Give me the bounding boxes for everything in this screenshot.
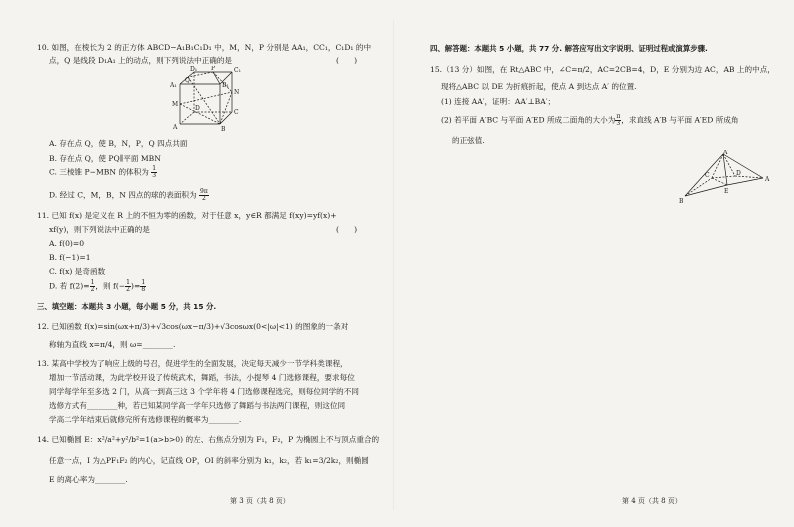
q11-option-b: B. f(−1)=1 (49, 253, 91, 262)
label-P: P (211, 66, 216, 72)
q10-answer-paren: ( ) (336, 56, 358, 65)
q12-line1: 12. 已知函数 f(x)=sin(ωx+π/3)+√3cos(ωx−π/3)+√3cosωx(0<|ω|<1) 的图象的一条对 (37, 322, 349, 331)
q13-line4: 选修方式有________种，若已知某同学高一学年只选修了舞蹈与书法两门课程，则这位同 (49, 401, 346, 410)
q10-option-c: C. 三棱锥 P−MBN 的体积为 $\frac{1}{3}$ (49, 165, 157, 179)
fraction: $\frac{1}{2}$ (90, 279, 95, 293)
q14-line2: 任意一点，I 为△PF₁F₂ 的内心，记直线 OP，OI 的斜率分别为 k₁，k₂，若 k₁=3/2k₂，则椭圆 (49, 456, 369, 465)
q12-line2: 称轴为直线 x=π/4，则 ω=________. (49, 340, 176, 349)
q15-line4: (2) 若平面 A′BC 与平面 A′ED 所成二面角的大小为 $\frac{\pi}{3}$ ，求直线 A′B 与平面 A′ED 所成角 (441, 113, 739, 127)
q10-cube-figure (168, 66, 250, 136)
label-C: C (234, 109, 239, 116)
q11-answer-paren: ( ) (336, 225, 358, 234)
label-B: B (679, 198, 684, 205)
q11-line2: xf(y)，则下列说法中正确的是 (49, 225, 150, 234)
label-C: C (705, 172, 710, 179)
fraction: $\frac{1}{3}$ (152, 165, 157, 179)
q15-line1: 15.（13 分）如图，在 Rt△ABC 中，∠C=π/2，AC=2CB=4，D，E 分别为边 AC，AB 上的中点， (430, 65, 775, 74)
label-A: A (765, 176, 770, 183)
label-B: B (221, 126, 226, 133)
q13-line5: 学高二学年结束后就修完所有选修课程的概率为________. (49, 415, 242, 424)
label-A1: A₁ (170, 82, 177, 89)
label-N: N (234, 89, 240, 96)
q14-line3: E 的离心率为________. (49, 475, 128, 484)
page-right (397, 0, 794, 527)
label-A-prime: A′ (723, 150, 729, 156)
label-M: M (172, 101, 179, 108)
q11-option-c: C. f(x) 是奇函数 (49, 267, 106, 276)
q13-line2: 增加一节活动课，为此学校开设了传统武术，舞蹈，书法，小提琴 4 门选修课程，要求每位 (49, 373, 355, 382)
q10-line1: 10. 如图，在棱长为 2 的正方体 ABCD−A₁B₁C₁D₁ 中，M，N，P 分别是 AA₁，CC₁，C₁D₁ 的中 (37, 43, 372, 52)
q15-line5: 的正弦值. (452, 136, 485, 145)
q10-option-b: B. 存在点 Q，使 PQ∥平面 MBN (49, 154, 161, 163)
section-4-heading: 四、解答题：本题共 5 小题，共 77 分. 解答应写出文字说明、证明过程或演算步骤. (430, 44, 708, 53)
q11-option-a: A. f(0)=0 (49, 239, 85, 248)
q10-option-d: D. 经过 C，M，B，N 四点的球的表面积为 $\frac{9\pi}{2}$ (49, 188, 208, 202)
fraction: $\frac{9\pi}{2}$ (200, 188, 208, 202)
q15-line3: (1) 连接 AA′，证明：AA′⊥BA′； (441, 97, 556, 106)
label-D1: D₁ (190, 66, 198, 73)
fraction: $\frac{\pi}{3}$ (616, 113, 621, 127)
q10-option-a: A. 存在点 Q，使 B，N，P，Q 四点共面 (49, 139, 188, 148)
page-footer-right: 第 4 页（共 8 页） (622, 497, 682, 505)
label-D: D (195, 105, 200, 112)
label-E: E (724, 188, 729, 195)
q15-fold-figure (679, 150, 775, 206)
label-D: D (736, 170, 741, 177)
q11-option-d: D. 若 f(2)= $\frac{1}{2}$ ，则 f(− $\frac{1}{2}$ )= $\frac{1}{8}$ (49, 279, 146, 293)
q14-line1: 14. 已知椭圆 E：x²/a²+y²/b²=1(a>b>0) 的左、右焦点分别为 F₁，F₂，P 为椭圆上不与顶点重合的 (37, 435, 380, 444)
label-Q: Q (185, 77, 190, 84)
q13-line3: 同学每学年至多选 2 门，从高一到高三这 3 个学年将 4 门选修课程选完，则每位同学的不同 (49, 387, 359, 396)
label-B1: B₁ (222, 82, 229, 89)
label-A: A (173, 124, 178, 131)
label-C1: C₁ (234, 67, 241, 74)
fraction: $\frac{1}{8}$ (141, 279, 146, 293)
page-footer-left: 第 3 页（共 8 页） (230, 497, 290, 505)
q15-line2: 现将△ABC 以 DE 为折痕折起，使点 A 到达点 A′ 的位置. (441, 82, 637, 91)
fraction: $\frac{1}{2}$ (126, 279, 130, 293)
q11-line1: 11. 已知 f(x) 是定义在 R 上的不恒为零的函数，对于任意 x，y∈R 都满足 f(xy)=yf(x)+ (37, 211, 337, 220)
q10-line2: 点，Q 是线段 D₁A₁ 上的动点，则下列说法中正确的是 (49, 56, 233, 65)
section-3-heading: 三、填空题：本题共 3 小题，每小题 5 分，共 15 分. (37, 302, 217, 311)
q13-line1: 13. 某高中学校为了响应上级的号召，促进学生的全面发展，决定每天减少一节学科类课程， (37, 359, 348, 368)
